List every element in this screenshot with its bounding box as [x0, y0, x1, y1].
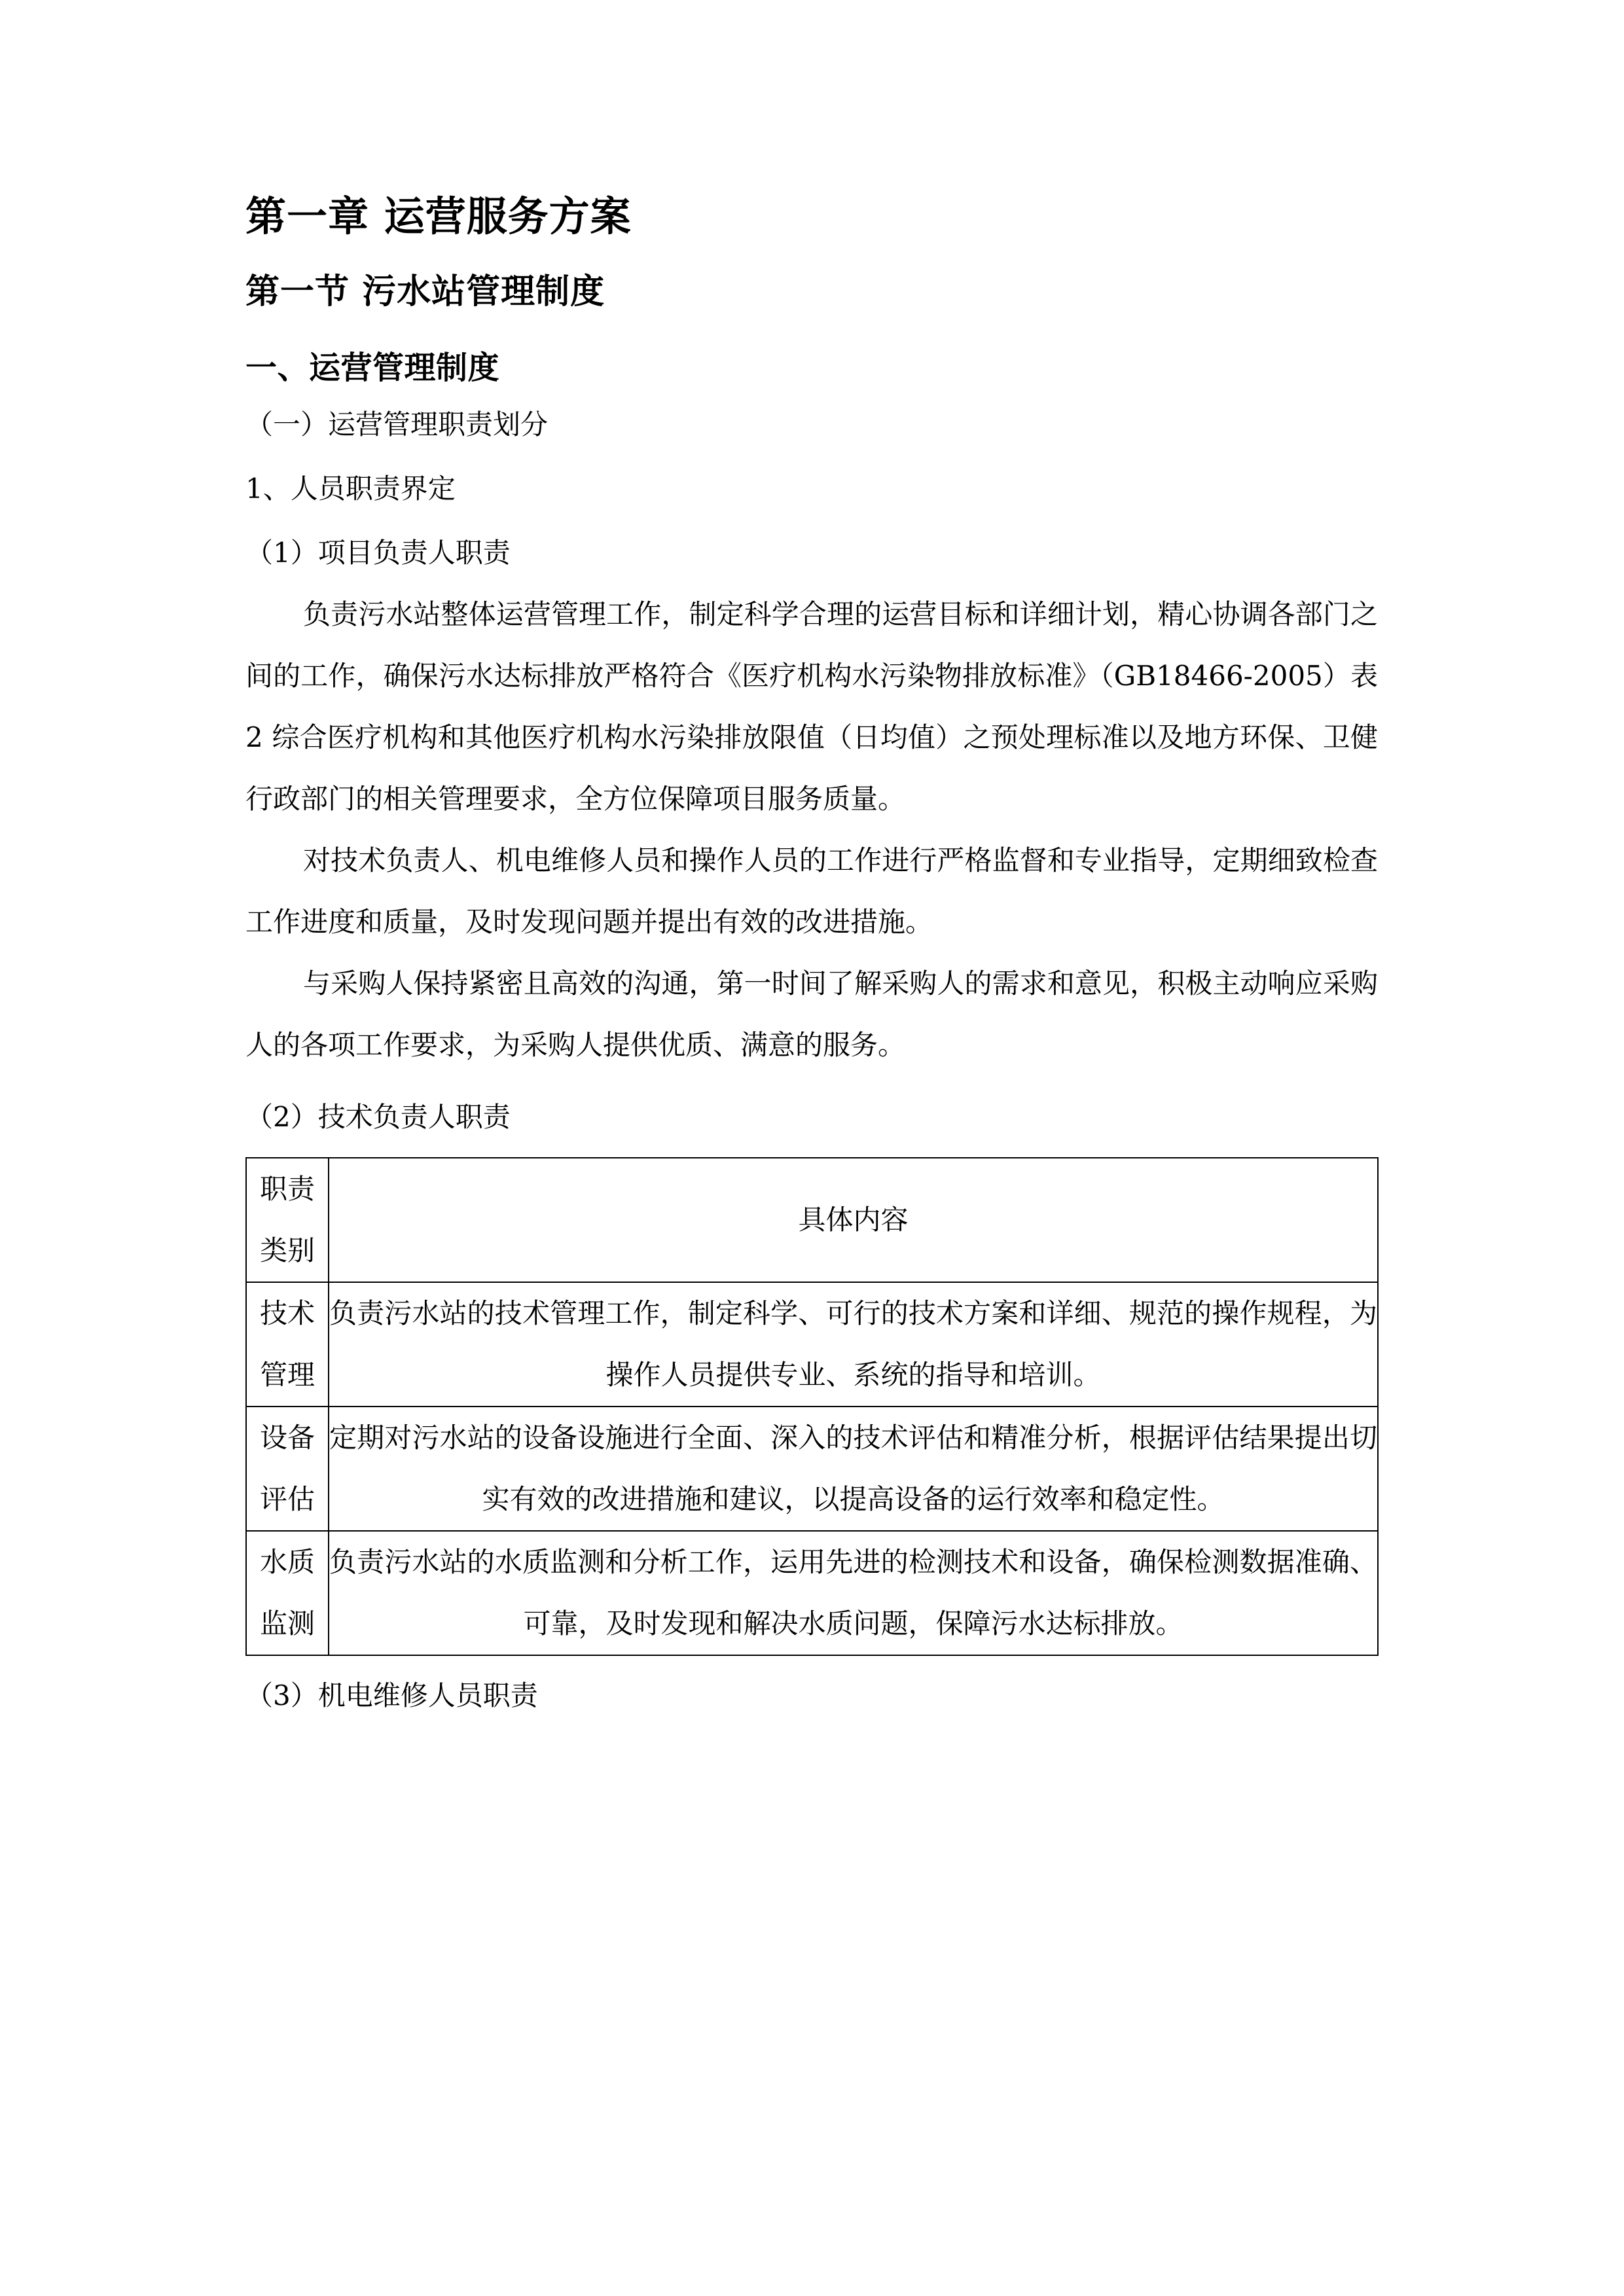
table-cell-category: 技术管理 [246, 1282, 329, 1407]
paragraph-project-manager-duties-3: 与采购人保持紧密且高效的沟通，第一时间了解采购人的需求和意见，积极主动响应采购人的各项工作要求，为采购人提供优质、满意的服务。 [245, 967, 1378, 1061]
table-header-detail: 具体内容 [329, 1158, 1378, 1282]
table-row [246, 1282, 1378, 1407]
duty-item-3-title: （3）机电维修人员职责 [245, 1679, 538, 1712]
table-cell-category: 设备评估 [246, 1407, 329, 1531]
table-cell-category: 水质监测 [246, 1531, 329, 1655]
chapter-heading: 第一章 运营服务方案 [245, 192, 632, 240]
table-cell-detail: 负责污水站的技术管理工作，制定科学、可行的技术方案和详细、规范的操作规程，为操作人员提供专业、系统的指导和培训。 [329, 1282, 1378, 1407]
table-cell-detail: 定期对污水站的设备设施进行全面、深入的技术评估和精准分析，根据评估结果提出切实有效的改进措施和建议，以提高设备的运行效率和稳定性。 [329, 1407, 1378, 1531]
paragraph-project-manager-duties-2: 对技术负责人、机电维修人员和操作人员的工作进行严格监督和专业指导，定期细致检查工作进度和质量，及时发现问题并提出有效的改进措施。 [245, 844, 1378, 938]
table-header-category: 职责类别 [246, 1158, 329, 1282]
table-row [246, 1531, 1378, 1655]
table-row [246, 1407, 1378, 1531]
technical-lead-duty-table [245, 1157, 1379, 1656]
outline-item-level-1: （一）运营管理职责划分 [245, 408, 549, 440]
duty-item-2-title: （2）技术负责人职责 [245, 1101, 511, 1133]
page-content [245, 192, 1378, 1727]
paragraph-project-manager-duties-1: 负责污水站整体运营管理工作，制定科学合理的运营目标和详细计划，精心协调各部门之间的工作，确保污水达标排放严格符合《医疗机构水污染物排放标准》（GB18466-2005）表 2 综合医疗机构和其他医疗机构水污染排放限值（日均值）之预处理标准以及地方环保、卫健行政部门的相关管理要求，全方位保障项目服务质量。 [245, 598, 1378, 815]
table-header-row [246, 1158, 1378, 1282]
section-heading: 第一节 污水站管理制度 [245, 272, 605, 312]
subsection-heading: 一、运营管理制度 [245, 350, 500, 386]
outline-item-level-2: 1、人员职责界定 [245, 473, 456, 505]
duty-item-1-title: （1）项目负责人职责 [245, 537, 511, 569]
table-cell-detail: 负责污水站的水质监测和分析工作，运用先进的检测技术和设备，确保检测数据准确、可靠，及时发现和解决水质问题，保障污水达标排放。 [329, 1531, 1378, 1655]
